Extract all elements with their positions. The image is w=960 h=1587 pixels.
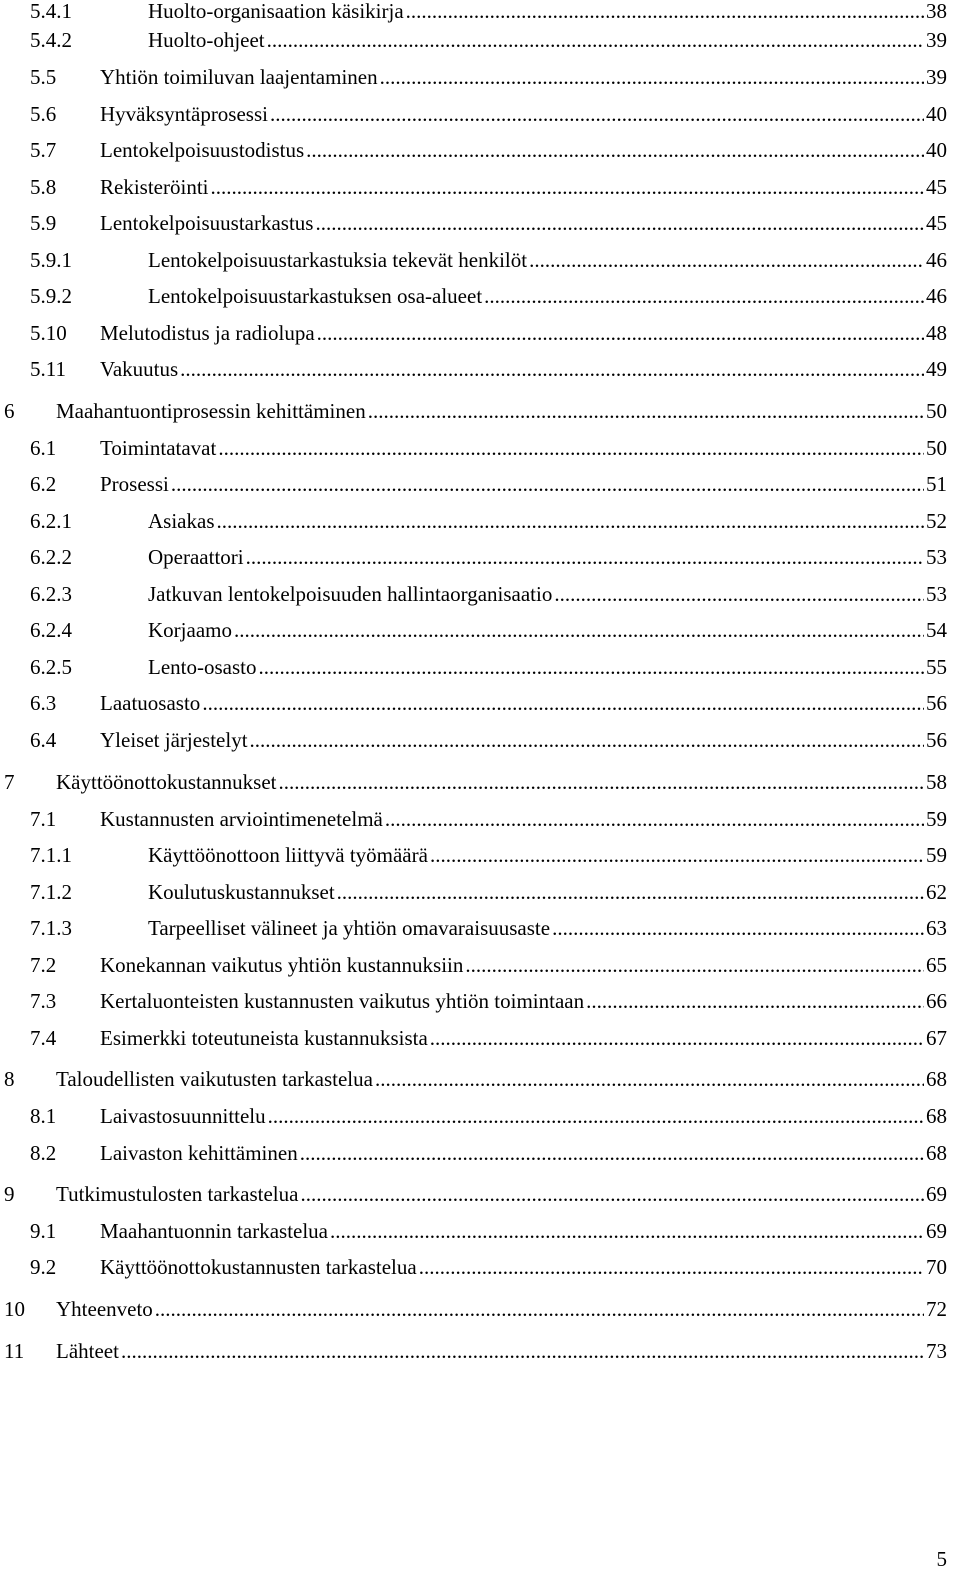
dot-leader [306,133,924,167]
dot-leader [552,911,924,945]
toc-entry[interactable] [0,467,960,501]
dot-leader [300,1177,924,1211]
toc-entry-title: Vakuutus [100,357,179,381]
dot-leader [211,170,925,204]
toc-entry[interactable] [0,243,960,277]
dot-leader [586,984,924,1018]
toc-entry-number: 5.4.2 [30,28,72,52]
toc-entry-number: 6.2.1 [30,509,72,533]
toc-entry-number: 7.2 [30,953,57,977]
dot-leader [121,1334,924,1368]
toc-entry[interactable] [0,686,960,720]
toc-entry-page: 68 [926,1104,947,1128]
toc-entry[interactable] [0,911,960,945]
toc-entry-page: 53 [926,582,947,606]
toc-entry[interactable] [0,723,960,757]
toc-entry[interactable] [0,133,960,167]
dot-leader [554,577,924,611]
toc-entry-number: 8.2 [30,1141,57,1165]
toc-entry-page: 50 [926,399,947,423]
toc-entry-page: 67 [926,1026,947,1050]
toc-entry-number: 9.1 [30,1219,57,1243]
toc-entry-number: 5.4.1 [30,0,72,23]
toc-entry-number: 5.9.1 [30,248,72,272]
toc-entry-number: 5.11 [30,357,66,381]
toc-entry-number: 6.1 [30,436,57,460]
toc-entry-page: 56 [926,728,947,752]
page-number: 5 [936,1547,947,1571]
toc-entry[interactable] [0,1021,960,1055]
dot-leader [385,802,924,836]
toc-entry-page: 58 [926,770,947,794]
toc-entry[interactable] [0,838,960,872]
toc-entry-page: 38 [926,0,947,23]
toc-entry-number: 7.1.2 [30,880,72,904]
toc-entry[interactable] [0,1099,960,1133]
toc-entry[interactable] [0,279,960,313]
toc-entry-title: Asiakas [148,509,215,533]
toc-entry[interactable] [0,1214,960,1248]
toc-entry-number: 7.1.1 [30,843,72,867]
toc-entry-title: Laivastosuunnittelu [100,1104,266,1128]
toc-entry[interactable] [0,984,960,1018]
toc-entry[interactable] [0,97,960,131]
toc-entry[interactable] [0,948,960,982]
toc-entry-page: 72 [926,1297,947,1321]
toc-entry-number: 5.9 [30,211,57,235]
dot-leader [267,23,924,57]
toc-entry-number: 5.10 [30,321,67,345]
toc-entry[interactable] [0,352,960,386]
toc-entry-number: 5.5 [30,65,57,89]
dot-leader [465,948,924,982]
toc-entry-page: 59 [926,843,947,867]
dot-leader [171,467,924,501]
dot-leader [315,206,924,240]
toc-entry-page: 40 [926,138,947,162]
dot-leader [529,243,924,277]
toc-entry-title: Melutodistus ja radiolupa [100,321,315,345]
dot-leader [218,431,924,465]
dot-leader [375,1062,924,1096]
dot-leader [234,613,924,647]
toc-entry-number: 8.1 [30,1104,57,1128]
toc-entry-number: 7.4 [30,1026,57,1050]
toc-entry-number: 5.9.2 [30,284,72,308]
dot-leader [278,765,924,799]
toc-entry-title: Lento-osasto [148,655,257,679]
toc-entry-page: 65 [926,953,947,977]
toc-entry-title: Taloudellisten vaikutusten tarkastelua [56,1067,373,1091]
toc-entry[interactable] [0,1250,960,1284]
toc-entry-title: Kustannusten arviointimenetelmä [100,807,383,831]
toc-entry-title: Käyttöönottokustannukset [56,770,277,794]
toc-entry-page: 69 [926,1182,947,1206]
toc-entry-title: Lentokelpoisuustarkastus [100,211,314,235]
toc-entry-number: 7 [4,770,15,794]
dot-leader [180,352,924,386]
toc-entry-page: 66 [926,989,947,1013]
dot-leader [270,97,924,131]
toc-entry[interactable] [0,577,960,611]
toc-entry[interactable] [0,170,960,204]
toc-entry-title: Jatkuvan lentokelpoisuuden hallintaorganisaatio [148,582,553,606]
toc-entry-number: 7.3 [30,989,57,1013]
toc-entry[interactable] [0,504,960,538]
toc-entry-number: 6.2.4 [30,618,72,642]
dot-leader [155,1292,924,1326]
toc-entry[interactable] [0,60,960,94]
dot-leader [268,1099,924,1133]
toc-entry-number: 11 [4,1339,25,1363]
toc-entry-title: Maahantuonnin tarkastelua [100,1219,329,1243]
toc-entry-number: 5.8 [30,175,57,199]
toc-entry-title: Tutkimustulosten tarkastelua [56,1182,299,1206]
toc-entry-page: 53 [926,545,947,569]
toc-entry-number: 6.4 [30,728,57,752]
toc-entry[interactable] [0,1136,960,1170]
toc-entry-page: 50 [926,436,947,460]
toc-entry[interactable] [0,1292,960,1326]
toc-entry-number: 5.6 [30,102,57,126]
toc-entry-page: 46 [926,284,947,308]
toc-entry-title: Konekannan vaikutus yhtiön kustannuksiin [100,953,464,977]
toc-entry-page: 70 [926,1255,947,1279]
toc-entry-page: 62 [926,880,947,904]
toc-entry-title: Laivaston kehittäminen [100,1141,298,1165]
toc-entry-page: 39 [926,28,947,52]
toc-entry-number: 6.2.2 [30,545,72,569]
toc-entry[interactable] [0,613,960,647]
toc-entry-title: Käyttöönottoon liittyvä työmäärä [148,843,428,867]
dot-leader [250,723,924,757]
toc-entry-page: 69 [926,1219,947,1243]
toc-entry-page: 51 [926,472,947,496]
toc-entry-title: Hyväksyntäprosessi [100,102,268,126]
toc-entry[interactable] [0,802,960,836]
dot-leader [317,316,924,350]
toc-entry-number: 7.1 [30,807,57,831]
toc-entry[interactable] [0,316,960,350]
toc-entry-title: Yhtiön toimiluvan laajentaminen [100,65,378,89]
toc-entry-page: 39 [926,65,947,89]
toc-entry-number: 5.7 [30,138,57,162]
toc-entry-number: 6.2.5 [30,655,72,679]
toc-entry-title: Huolto-ohjeet [148,28,265,52]
toc-entry[interactable] [0,1177,960,1211]
toc-entry-title: Toimintatavat [100,436,217,460]
toc-entry-title: Yhteenveto [56,1297,153,1321]
toc-entry-page: 49 [926,357,947,381]
toc-entry[interactable] [0,1334,960,1368]
toc-entry-page: 63 [926,916,947,940]
toc-entry-page: 45 [926,211,947,235]
toc-entry-page: 52 [926,509,947,533]
toc-entry-number: 6.2 [30,472,57,496]
toc-entry[interactable] [0,650,960,684]
toc-entry-title: Lähteet [56,1339,119,1363]
dot-leader [368,394,924,428]
toc-entry-title: Operaattori [148,545,244,569]
toc-entry-title: Laatuosasto [100,691,201,715]
toc-entry-title: Lentokelpoisuustarkastuksia tekevät henkilöt [148,248,528,272]
toc-entry-number: 6.2.3 [30,582,72,606]
toc-entry-page: 48 [926,321,947,345]
toc-entry-number: 9 [4,1182,15,1206]
toc-entry[interactable] [0,206,960,240]
dot-leader [419,1250,924,1284]
dot-leader [330,1214,924,1248]
toc-entry-page: 40 [926,102,947,126]
dot-leader [430,838,924,872]
toc-entry-page: 54 [926,618,947,642]
toc-entry-title: Huolto-organisaation käsikirja [148,0,404,23]
toc-entry-page: 68 [926,1067,947,1091]
toc-entry-page: 46 [926,248,947,272]
toc-entry-number: 9.2 [30,1255,57,1279]
dot-leader [246,540,924,574]
dot-leader [202,686,924,720]
toc-entry-page: 59 [926,807,947,831]
toc-entry-title: Kertaluonteisten kustannusten vaikutus yhtiön toimintaan [100,989,585,1013]
toc-entry-number: 6.3 [30,691,57,715]
dot-leader [337,875,924,909]
toc-entry-title: Koulutuskustannukset [148,880,335,904]
toc-entry[interactable] [0,431,960,465]
toc-entry-title: Lentokelpoisuustodistus [100,138,305,162]
toc-entry[interactable] [0,394,960,428]
toc-entry-number: 6 [4,399,15,423]
toc-entry-title: Rekisteröinti [100,175,209,199]
toc-entry[interactable] [0,540,960,574]
dot-leader [217,504,925,538]
toc-entry-number: 8 [4,1067,15,1091]
toc-entry-title: Esimerkki toteutuneista kustannuksista [100,1026,428,1050]
toc-entry-title: Yleiset järjestelyt [100,728,248,752]
toc-entry[interactable] [0,765,960,799]
dot-leader [300,1136,924,1170]
toc-entry-title: Maahantuontiprosessin kehittäminen [56,399,366,423]
dot-leader [484,279,924,313]
toc-entry-title: Lentokelpoisuustarkastuksen osa-alueet [148,284,483,308]
toc-entry-title: Prosessi [100,472,169,496]
toc-entry-page: 55 [926,655,947,679]
dot-leader [430,1021,924,1055]
toc-entry-page: 45 [926,175,947,199]
toc-entry-title: Käyttöönottokustannusten tarkastelua [100,1255,417,1279]
toc-entry-number: 7.1.3 [30,916,72,940]
toc-entry[interactable] [0,875,960,909]
toc-entry-number: 10 [4,1297,25,1321]
toc-entry-page: 56 [926,691,947,715]
toc-entry[interactable] [0,23,960,57]
toc-entry-page: 68 [926,1141,947,1165]
toc-entry-title: Korjaamo [148,618,232,642]
dot-leader [258,650,924,684]
toc-entry-page: 73 [926,1339,947,1363]
toc-entry-title: Tarpeelliset välineet ja yhtiön omavaraisuusaste [148,916,551,940]
dot-leader [380,60,924,94]
toc-entry[interactable] [0,1062,960,1096]
